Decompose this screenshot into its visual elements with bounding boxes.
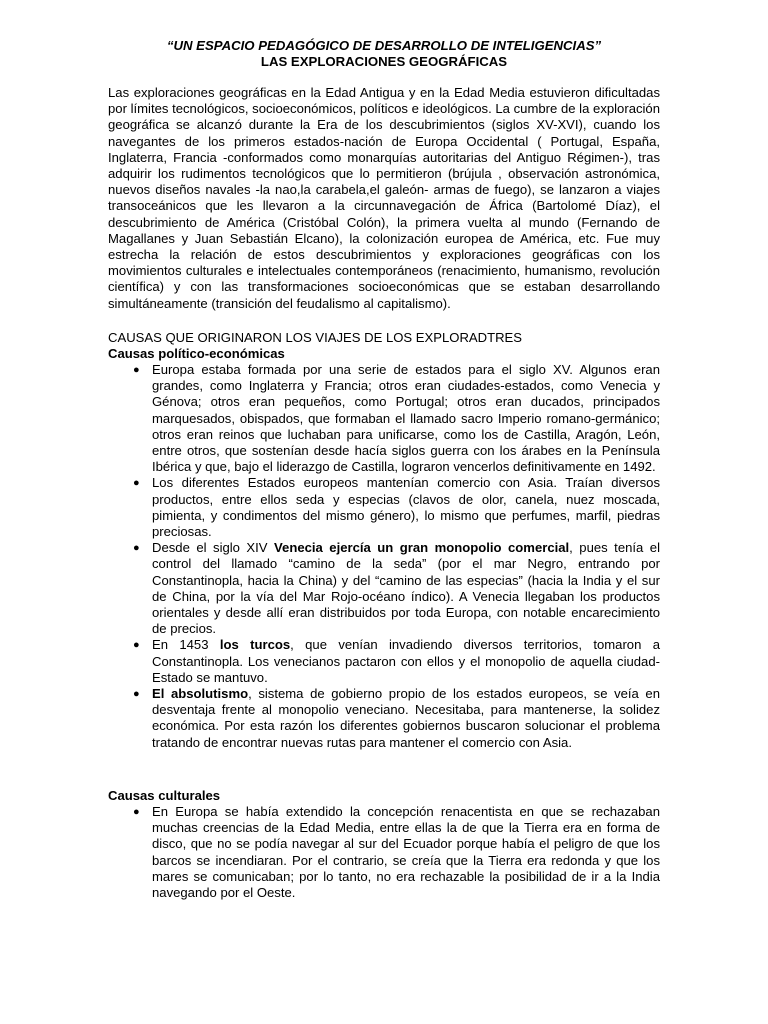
bullet-icon: ●: [133, 477, 140, 490]
list-item-text: Desde el siglo XIV: [152, 540, 275, 556]
list-item-text: En 1453: [152, 637, 220, 653]
list-item-bold-text: los turcos: [219, 637, 291, 653]
list-item-text: , que venían invadiendo diversos territorios, tomaron a Constantinopla. Los venecianos pactaron con ellos y el monopolio de aquella ciudad-Estado se mantuvo.: [152, 637, 660, 685]
list-item-text: , pues tenía el control del llamado “camino de la seda” (por el mar Negro, entrando por Constantinopla, hacia la China) y del “camino de las especias” (hacia la India y el sur de China, por la vía del Mar Rojo-océano índico). A Venecia llegaban los productos orientales y desde allí eran distribuidos por toda Europa, con notable encarecimiento de precios.: [152, 540, 660, 637]
bullet-icon: ●: [133, 542, 140, 555]
causes-heading: CAUSAS QUE ORIGINARON LOS VIAJES DE LOS EXPLORADTRES: [108, 330, 523, 345]
bullet-icon: ●: [133, 688, 140, 701]
list-item: [108, 475, 660, 540]
document-title: “UN ESPACIO PEDAGÓGICO DE DESARROLLO DE INTELIGENCIAS”: [166, 38, 602, 53]
list-item-text: , sistema de gobierno propio de los estados europeos, se veía en desventaja frente al monopolio veneciano. Necesitaba, para mantenerse, la solidez económica. Por esta razón los diferentes gobiernos buscaron solucionar el problema tratando de encontrar nuevas rutas para mantener el comercio con Asia.: [152, 686, 660, 750]
list-item: [108, 362, 660, 475]
political-economic-heading: Causas político-económicas: [108, 346, 285, 361]
bullet-icon: ●: [133, 806, 140, 818]
list-item-text: Europa estaba formada por una serie de estados para el siglo XV. Algunos eran grandes, como Inglaterra y Francia; otros eran ciudades-estados, como Venecia y Génova; otros eran pequeños, como Portugal; otros eran ducados, principados marquesados, obispados, que formaban el llamado sacro Imperio romano-germánico; otros eran reinos que luchaban para unificarse, como los de Castilla, Aragón, León, entre otros, que sostenían desde hacía siglos guerra con los árabes en la Península Ibérica y que, bajo el liderazgo de Castilla, lograron vencerlos definitivamente en 1492.: [152, 362, 660, 475]
list-item-bold-text: El absolutismo: [152, 686, 249, 702]
list-item: [108, 804, 660, 901]
list-item: [108, 686, 660, 751]
document-header: [0, 38, 768, 70]
cultural-list: [108, 804, 660, 901]
cultural-heading: Causas culturales: [108, 788, 221, 803]
political-economic-list: [108, 362, 660, 751]
bullet-icon: ●: [133, 639, 140, 652]
intro-paragraph: Las exploraciones geográficas en la Edad Antigua y en la Edad Media estuvieron dificultadas por límites tecnológicos, socioeconómicos, políticos e ideológicos. La cumbre de la exploración geográfica se alcanzó durante la Era de los descubrimientos (siglos XV-XVI), cuando los navegantes de los primeros estados-nación de Europa Occidental ( Portugal, España, Inglaterra, Francia -conformados como monarquías autoritarias del Antiguo Régimen-), tras adquirir los rudimentos tecnológicos que lo permitieron (brújula , observación astronómica, nuevos diseños navales -la nao,la carabela,el galeón- armas de fuego), se lanzaron a viajes transoceánicos que les llevaron a la circunnavegación de África (Bartolomé Díaz), el descubrimiento de América (Cristóbal Colón), la primera vuelta al mundo (Fernando de Magallanes y Juan Sebastián Elcano), la colonización europea de América, etc. Fue muy estrecha la relación de estos descubrimientos y exploraciones geográficas con los movimientos culturales e intelectuales contemporáneos (renacimiento, humanismo, revolución científica) y con las transformaciones socioeconómicas que se estaban desarrollando simultáneamente (transición del feudalismo al capitalismo).: [108, 85, 660, 311]
list-item-bold-text: Venecia ejercía un gran monopolio comercial: [274, 540, 570, 556]
list-item-text: Los diferentes Estados europeos mantenían comercio con Asia. Traían diversos productos, entre ellos seda y especias (clavos de olor, canela, nuez moscada, pimienta, y condimentos del mismo género), lo mismo que perfumes, marfil, piedras preciosas.: [152, 475, 660, 540]
list-item: [108, 637, 660, 686]
document-subtitle: LAS EXPLORACIONES GEOGRÁFICAS: [260, 54, 508, 69]
list-item: [108, 540, 660, 637]
bullet-icon: ●: [133, 364, 140, 376]
list-item-text: En Europa se había extendido la concepción renacentista en que se rechazaban muchas creencias de la Edad Media, entre ellas la de que la Tierra era en forma de disco, que no se podía navegar al sur del Ecuador porque había el peligro de que los barcos se incendiaran. Por el contrario, se creía que la Tierra era redonda y que los mares se comunicaban; por lo tanto, no era rechazable la posibilidad de ir a la India navegando por el Oeste.: [152, 804, 660, 901]
